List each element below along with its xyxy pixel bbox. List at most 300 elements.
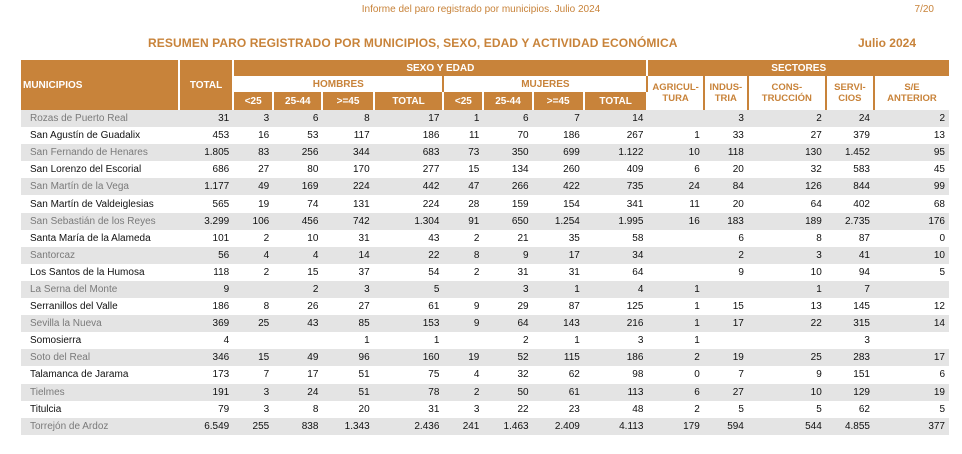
table-cell: 189: [748, 213, 826, 230]
table-cell: 17: [374, 110, 444, 127]
table-cell: 4: [223, 335, 230, 347]
table-cell: 1: [574, 335, 580, 347]
table-cell: 45: [933, 164, 945, 176]
table-cell: 2: [694, 403, 700, 415]
table-cell: 838: [273, 418, 322, 435]
table-cell: 24: [826, 110, 874, 127]
table-cell: [647, 247, 703, 264]
table-cell: 64: [632, 266, 644, 278]
table-cell: 2.735: [826, 213, 874, 230]
table-cell: 224: [422, 198, 440, 210]
table-cell: 27: [258, 164, 270, 176]
table-cell: 1: [694, 301, 700, 313]
table-cell: 2: [273, 281, 322, 298]
table-cell: 216: [584, 315, 648, 332]
table-cell: 22: [517, 403, 529, 415]
table-cell: 1: [433, 335, 440, 347]
table-cell: 186: [584, 349, 648, 366]
table-cell: 7: [826, 281, 874, 298]
table-cell: 87: [568, 301, 580, 313]
table-cell: 58: [632, 232, 644, 244]
table-cell: 4: [584, 281, 648, 298]
table-cell: 176: [874, 213, 949, 230]
table-cell: 62: [568, 369, 580, 381]
table-cell: 32: [810, 164, 822, 176]
table-cell: [647, 110, 703, 127]
table-cell: 117: [353, 130, 370, 142]
table-cell: [233, 281, 273, 298]
table-row: [21, 110, 949, 127]
municipio-name: Tielmes: [21, 384, 179, 401]
table-cell: 17: [307, 369, 319, 381]
table-cell: 22: [748, 315, 826, 332]
table-cell: 19: [443, 349, 483, 366]
table-cell: 0: [694, 369, 700, 381]
table-cell: 3: [637, 335, 644, 347]
table-cell: 24: [647, 178, 703, 195]
table-cell: 61: [533, 384, 584, 401]
table-row: [21, 230, 949, 247]
table-cell: [443, 281, 483, 298]
table-cell: 7: [263, 369, 270, 381]
col-group-sectores: SECTORES: [647, 60, 949, 76]
municipio-name: Talamanca de Jarama: [30, 369, 129, 381]
table-cell: 23: [568, 403, 580, 415]
table-cell: 5: [816, 403, 822, 415]
table-cell: 101: [212, 232, 230, 244]
col-m-ge45: >=45: [533, 92, 584, 110]
col-group-hombres: HOMBRES: [233, 76, 443, 92]
table-cell: 9: [738, 266, 744, 278]
table-cell: 224: [322, 178, 373, 195]
municipio-name: La Serna del Monte: [21, 281, 179, 298]
table-cell: 20: [732, 198, 744, 210]
table-cell: 15: [233, 349, 273, 366]
table-cell: 80: [307, 164, 319, 176]
table-cell: 1: [443, 110, 483, 127]
table-cell: 47: [443, 178, 483, 195]
table-cell: 12: [933, 301, 945, 313]
table-cell: 241: [443, 418, 483, 435]
table-cell: 31: [568, 266, 580, 278]
table-cell: 106: [233, 213, 273, 230]
table-cell: 186: [212, 301, 230, 313]
table-cell: 1: [533, 281, 584, 298]
table-cell: 11: [468, 130, 480, 142]
table-row: [21, 144, 949, 161]
table-cell: 179: [647, 418, 703, 435]
table-cell: 79: [218, 403, 230, 415]
table-cell: 5: [738, 403, 744, 415]
table-cell: 19: [704, 349, 748, 366]
table-cell: 1: [647, 281, 703, 298]
table-cell: 6: [273, 110, 322, 127]
report-caption-bar: [0, 4, 962, 18]
table-cell: 129: [826, 384, 874, 401]
table-cell: 7: [738, 369, 744, 381]
table-cell: 1.463: [483, 418, 532, 435]
municipio-name: Titulcia: [30, 403, 62, 415]
table-cell: 16: [647, 213, 703, 230]
table-cell: 344: [322, 144, 373, 161]
table-row: [21, 178, 949, 195]
table-cell: 6: [483, 110, 532, 127]
municipio-name: Torrejón de Ardoz: [21, 418, 179, 435]
table-cell: 3: [704, 110, 748, 127]
col-m-total: TOTAL: [584, 92, 648, 110]
municipio-name: Los Santos de la Humosa: [30, 266, 145, 278]
table-cell: 126: [748, 178, 826, 195]
table-row: [21, 264, 949, 281]
table-row: [21, 247, 949, 264]
table-cell: 25: [748, 349, 826, 366]
table-cell: 29: [517, 301, 529, 313]
table-cell: 9: [483, 247, 532, 264]
table-cell: 1.254: [533, 213, 584, 230]
table-cell: 1.343: [322, 418, 373, 435]
table-cell: 2: [263, 266, 270, 278]
table-cell: 94: [858, 266, 870, 278]
table-cell: 27: [358, 301, 370, 313]
table-cell: 13: [810, 301, 822, 313]
municipio-name: San Sebastián de los Reyes: [21, 213, 179, 230]
table-cell: 95: [874, 144, 949, 161]
table-cell: 266: [483, 178, 532, 195]
table-cell: 74: [307, 198, 319, 210]
table-cell: 3: [473, 403, 480, 415]
table-cell: 735: [584, 178, 648, 195]
table-cell: 32: [517, 369, 529, 381]
municipio-name: Santorcaz: [21, 247, 179, 264]
table-cell: 1.995: [584, 213, 648, 230]
table-cell: 10: [874, 247, 949, 264]
table-cell: 3: [864, 335, 870, 347]
table-cell: 379: [853, 130, 870, 142]
table-cell: 31: [517, 266, 529, 278]
table-cell: [704, 281, 748, 298]
table-cell: 8: [263, 301, 270, 313]
table-cell: 3: [748, 247, 826, 264]
table-cell: 255: [233, 418, 273, 435]
table-cell: 31: [179, 110, 233, 127]
table-cell: 650: [483, 213, 532, 230]
table-cell: 6: [738, 232, 744, 244]
table-cell: 594: [704, 418, 748, 435]
table-cell: 13: [933, 130, 945, 142]
table-row: [21, 384, 949, 401]
table-cell: 19: [874, 384, 949, 401]
col-agricultura: AGRICUL- TURA: [647, 76, 703, 110]
table-row: [21, 418, 949, 435]
table-cell: 51: [358, 369, 370, 381]
table-cell: 14: [322, 247, 373, 264]
table-cell: 52: [483, 349, 532, 366]
table-cell: 37: [358, 266, 370, 278]
table-cell: 2: [647, 349, 703, 366]
table-cell: 43: [273, 315, 322, 332]
table-cell: 683: [374, 144, 444, 161]
table-cell: 2: [704, 247, 748, 264]
col-servicios: SERVI- CIOS: [826, 76, 874, 110]
table-cell: 125: [626, 301, 644, 313]
table-cell: 98: [632, 369, 644, 381]
table-cell: 1.805: [179, 144, 233, 161]
table-cell: 151: [853, 369, 870, 381]
table-cell: 9: [473, 301, 480, 313]
table-cell: 2: [263, 232, 270, 244]
table-cell: 10: [647, 144, 703, 161]
table-cell: 20: [732, 164, 744, 176]
table-cell: 113: [584, 384, 648, 401]
table-cell: 145: [853, 301, 870, 313]
table-cell: 73: [443, 144, 483, 161]
table-cell: [233, 332, 273, 349]
municipio-name: Serranillos del Valle: [30, 301, 118, 313]
table-cell: 1.177: [179, 178, 233, 195]
table-cell: 183: [704, 213, 748, 230]
table-cell: 2.436: [374, 418, 444, 435]
table-cell: 17: [704, 315, 748, 332]
table-cell: 16: [258, 130, 270, 142]
table-cell: [874, 281, 949, 298]
table-cell: 14: [584, 110, 648, 127]
municipio-name: San Martín de la Vega: [21, 178, 179, 195]
table-cell: 61: [428, 301, 440, 313]
table-cell: 31: [428, 403, 440, 415]
table-cell: 91: [443, 213, 483, 230]
table-cell: 6: [939, 369, 945, 381]
table-cell: 115: [533, 349, 584, 366]
table-cell: 49: [273, 349, 322, 366]
table-cell: 25: [233, 315, 273, 332]
table-cell: 6: [647, 384, 703, 401]
table-cell: 369: [179, 315, 233, 332]
table-cell: 9: [443, 315, 483, 332]
table-cell: 3.299: [179, 213, 233, 230]
table-cell: 159: [511, 198, 529, 210]
table-cell: 1: [748, 281, 826, 298]
table-cell: 1.304: [374, 213, 444, 230]
table-row: [21, 315, 949, 332]
table-cell: 22: [374, 247, 444, 264]
col-h-lt25: <25: [233, 92, 273, 110]
table-row: [21, 349, 949, 366]
col-sin-empleo-anterior: S/E ANTERIOR: [874, 76, 949, 110]
table-cell: 154: [563, 198, 580, 210]
table-cell: 75: [428, 369, 440, 381]
table-cell: 64: [483, 315, 532, 332]
col-construccion: CONS- TRUCCIÓN: [748, 76, 826, 110]
table-cell: 134: [511, 164, 529, 176]
table-cell: 686: [212, 164, 230, 176]
col-h-total: TOTAL: [374, 92, 444, 110]
table-cell: 17: [874, 349, 949, 366]
table-cell: 442: [374, 178, 444, 195]
table-cell: 3: [233, 384, 273, 401]
table-cell: 565: [212, 198, 230, 210]
table-cell: 9: [179, 281, 233, 298]
table-cell: 5: [374, 281, 444, 298]
table-cell: 409: [626, 164, 644, 176]
table-cell: 456: [273, 213, 322, 230]
municipio-name: Somosierra: [30, 335, 82, 347]
table-cell: 85: [322, 315, 373, 332]
table-cell: 130: [748, 144, 826, 161]
municipio-name: San Lorenzo del Escorial: [30, 164, 142, 176]
table-cell: 15: [732, 301, 744, 313]
table-cell: 48: [632, 403, 644, 415]
table-cell: 260: [563, 164, 580, 176]
table-cell: 1: [647, 315, 703, 332]
col-group-sexo-edad: SEXO Y EDAD: [233, 60, 647, 76]
table-cell: [647, 264, 703, 281]
table-cell: 143: [533, 315, 584, 332]
table-cell: 8: [443, 247, 483, 264]
table-cell: 15: [307, 266, 319, 278]
col-h-25-44: 25-44: [273, 92, 322, 110]
table-cell: 34: [584, 247, 648, 264]
table-cell: 1.452: [826, 144, 874, 161]
table-cell: 54: [428, 266, 440, 278]
table-cell: 70: [517, 130, 529, 142]
report-caption: Informe del paro registrado por municipios. Julio 2024: [361, 4, 601, 15]
table-cell: 83: [233, 144, 273, 161]
table-cell: 27: [810, 130, 822, 142]
table-row: [21, 366, 949, 383]
table-cell: 6: [694, 164, 700, 176]
col-group-mujeres: MUJERES: [443, 76, 647, 92]
table-cell: 7: [533, 110, 584, 127]
municipio-name: Rozas de Puerto Real: [21, 110, 179, 127]
table-cell: 544: [748, 418, 826, 435]
table-cell: 160: [374, 349, 444, 366]
table-cell: 64: [810, 198, 822, 210]
col-m-lt25: <25: [443, 92, 483, 110]
table-cell: 315: [826, 315, 874, 332]
municipio-name: Soto del Real: [21, 349, 179, 366]
table-cell: 15: [468, 164, 480, 176]
table-cell: 742: [322, 213, 373, 230]
table-cell: 5: [939, 266, 945, 278]
table-cell: 377: [874, 418, 949, 435]
table-cell: 2: [523, 335, 529, 347]
table-cell: 17: [533, 247, 584, 264]
table-cell: 118: [213, 266, 230, 278]
table-cell: 3: [233, 110, 273, 127]
table-cell: 844: [826, 178, 874, 195]
table-cell: 4: [273, 247, 322, 264]
table-cell: 1: [694, 335, 700, 347]
table-cell: 5: [939, 403, 945, 415]
table-cell: [874, 332, 949, 349]
table-cell: 28: [468, 198, 480, 210]
table-cell: 11: [689, 198, 700, 210]
table-cell: 422: [533, 178, 584, 195]
table-cell: 170: [352, 164, 370, 176]
table-cell: 9: [816, 369, 822, 381]
table-cell: 35: [568, 232, 580, 244]
table-cell: 62: [858, 403, 870, 415]
table-cell: 8: [322, 110, 373, 127]
period-label: Julio 2024: [857, 36, 916, 50]
table-cell: [647, 230, 703, 247]
table-cell: 99: [874, 178, 949, 195]
col-h-ge45: >=45: [322, 92, 373, 110]
table-cell: 0: [939, 232, 945, 244]
table-cell: 68: [933, 198, 945, 210]
table-cell: 56: [179, 247, 233, 264]
page-title: RESUMEN PARO REGISTRADO POR MUNICIPIOS, SEXO, EDAD Y ACTIVIDAD ECONÓMICA: [148, 36, 678, 50]
table-cell: 169: [273, 178, 322, 195]
table-cell: 31: [358, 232, 370, 244]
table-row: [21, 298, 949, 315]
table-cell: 53: [307, 130, 319, 142]
table-cell: 173: [212, 369, 230, 381]
col-total: TOTAL: [179, 60, 233, 110]
table-cell: 267: [626, 130, 644, 142]
table-cell: 26: [307, 301, 319, 313]
table-cell: 256: [273, 144, 322, 161]
table-cell: 4.113: [584, 418, 648, 435]
table-cell: 283: [826, 349, 874, 366]
table-cell: 3: [483, 281, 532, 298]
table-cell: 14: [874, 315, 949, 332]
table-row: [21, 332, 949, 349]
table-cell: 2: [443, 384, 483, 401]
table-row: [21, 161, 949, 178]
table-cell: 8: [312, 403, 319, 415]
table-cell: [704, 332, 748, 349]
table-body: [21, 110, 949, 435]
table-cell: 350: [483, 144, 532, 161]
municipio-name: San Fernando de Henares: [21, 144, 179, 161]
col-industria: INDUS- TRIA: [704, 76, 748, 110]
table-cell: 51: [322, 384, 373, 401]
table-row: [21, 281, 949, 298]
table-cell: 78: [374, 384, 444, 401]
table-cell: 131: [352, 198, 370, 210]
table-cell: 2: [473, 232, 480, 244]
table-cell: 341: [626, 198, 644, 210]
table-cell: 87: [858, 232, 870, 244]
table-cell: 6.549: [179, 418, 233, 435]
table-cell: 583: [853, 164, 870, 176]
table-cell: [443, 332, 483, 349]
table-cell: 1: [364, 335, 370, 347]
table-cell: 277: [422, 164, 440, 176]
table-cell: 84: [704, 178, 748, 195]
table-row: [21, 213, 949, 230]
municipio-name: Santa María de la Alameda: [30, 232, 151, 244]
table-cell: 1: [694, 130, 700, 142]
page-number: 7/20: [914, 4, 934, 15]
table-cell: 191: [179, 384, 233, 401]
table-cell: 2: [473, 266, 480, 278]
table-cell: 50: [483, 384, 532, 401]
table-row: [21, 195, 949, 212]
municipio-name: San Martín de Valdeiglesias: [30, 198, 154, 210]
col-m-25-44: 25-44: [483, 92, 532, 110]
table-cell: 453: [212, 130, 230, 142]
table-cell: 41: [826, 247, 874, 264]
table-cell: 186: [422, 130, 440, 142]
table-cell: [748, 332, 826, 349]
table-cell: 3: [322, 281, 373, 298]
table-cell: 153: [374, 315, 444, 332]
table-row: [21, 401, 949, 418]
table-cell: 10: [307, 232, 319, 244]
table-cell: 8: [816, 232, 822, 244]
